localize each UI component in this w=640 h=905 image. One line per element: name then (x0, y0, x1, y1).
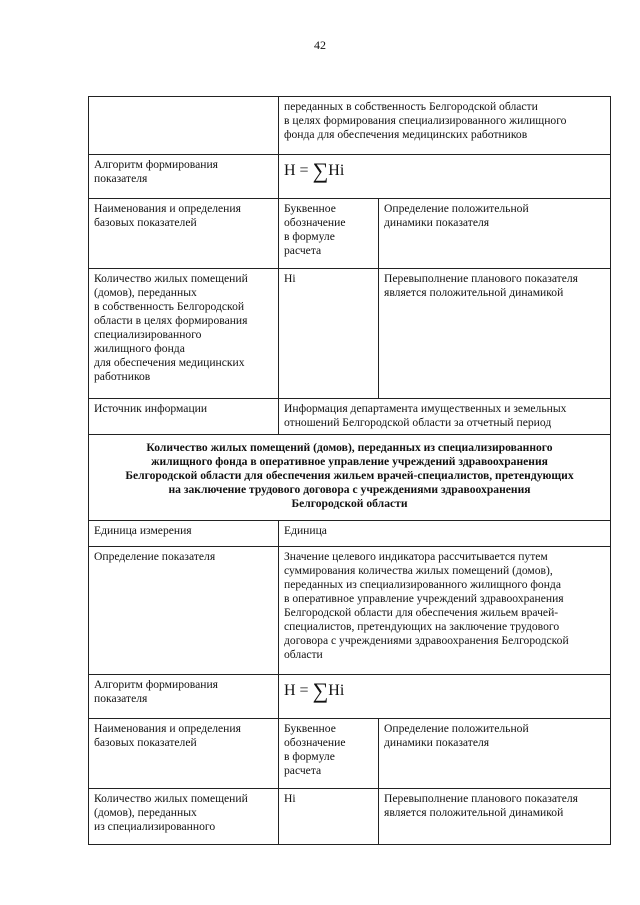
algorithm-label: Алгоритм формирования показателя (89, 155, 279, 199)
sigma-symbol: ∑ (312, 678, 329, 703)
item-dynamics: Перевыполнение планового показателя является положительной динамикой (379, 789, 611, 845)
table-row (89, 521, 611, 547)
table-row (89, 547, 611, 675)
indicator-table (88, 96, 611, 845)
definition-value: Значение целевого индикатора рассчитывается путем суммирования количества жилых помещений (домов), переданных из специализированного жилищного фонда в оперативное управление учреждений здравоохранения Белгородской области для обеспечения жильем врачей- специалистов, претендующих на заключение трудового договора с учреждениями здравоохранения Белгородской области (279, 547, 611, 675)
item-name: Количество жилых помещений (домов), переданных из специализированного (89, 789, 279, 845)
table-row (89, 719, 611, 789)
letter-label: Буквенное обозначение в формуле расчета (279, 719, 379, 789)
names-label: Наименования и определения базовых показателей (89, 719, 279, 789)
unit-label: Единица измерения (89, 521, 279, 547)
sigma-symbol: ∑ (312, 158, 329, 183)
table-row (89, 155, 611, 199)
source-value: Информация департамента имущественных и земельных отношений Белгородской области за отчетный период (279, 399, 611, 435)
table-row (89, 399, 611, 435)
table-row (89, 97, 611, 155)
dynamics-label: Определение положительной динамики показателя (379, 719, 611, 789)
item-symbol: Hi (279, 269, 379, 399)
formula: Н = ∑Hi (279, 155, 611, 199)
unit-value: Единица (279, 521, 611, 547)
names-label: Наименования и определения базовых показателей (89, 199, 279, 269)
item-symbol: Hi (279, 789, 379, 845)
section-header: Количество жилых помещений (домов), переданных из специализированного жилищного фонда в оперативное управление учреждений здравоохранения Белгородской области для обеспечения жильем врачей-специалистов, претендующих на заключение трудового договора с учреждениями здравоохранения Белгородской области (89, 435, 611, 521)
letter-label: Буквенное обозначение в формуле расчета (279, 199, 379, 269)
formula: Н = ∑Hi (279, 675, 611, 719)
source-label: Источник информации (89, 399, 279, 435)
algorithm-label: Алгоритм формирования показателя (89, 675, 279, 719)
table-row (89, 675, 611, 719)
table-row (89, 789, 611, 845)
definition-label: Определение показателя (89, 547, 279, 675)
item-dynamics: Перевыполнение планового показателя является положительной динамикой (379, 269, 611, 399)
item-name: Количество жилых помещений (домов), переданных в собственность Белгородской области в целях формирования специализированного жилищного фонда для обеспечения медицинских работников (89, 269, 279, 399)
table-row (89, 199, 611, 269)
continuation-text: переданных в собственность Белгородской области в целях формирования специализированного жилищного фонда для обеспечения медицинских работников (279, 97, 611, 155)
dynamics-label: Определение положительной динамики показателя (379, 199, 611, 269)
table-row (89, 269, 611, 399)
page-number: 42 (314, 38, 326, 52)
table-row (89, 435, 611, 521)
